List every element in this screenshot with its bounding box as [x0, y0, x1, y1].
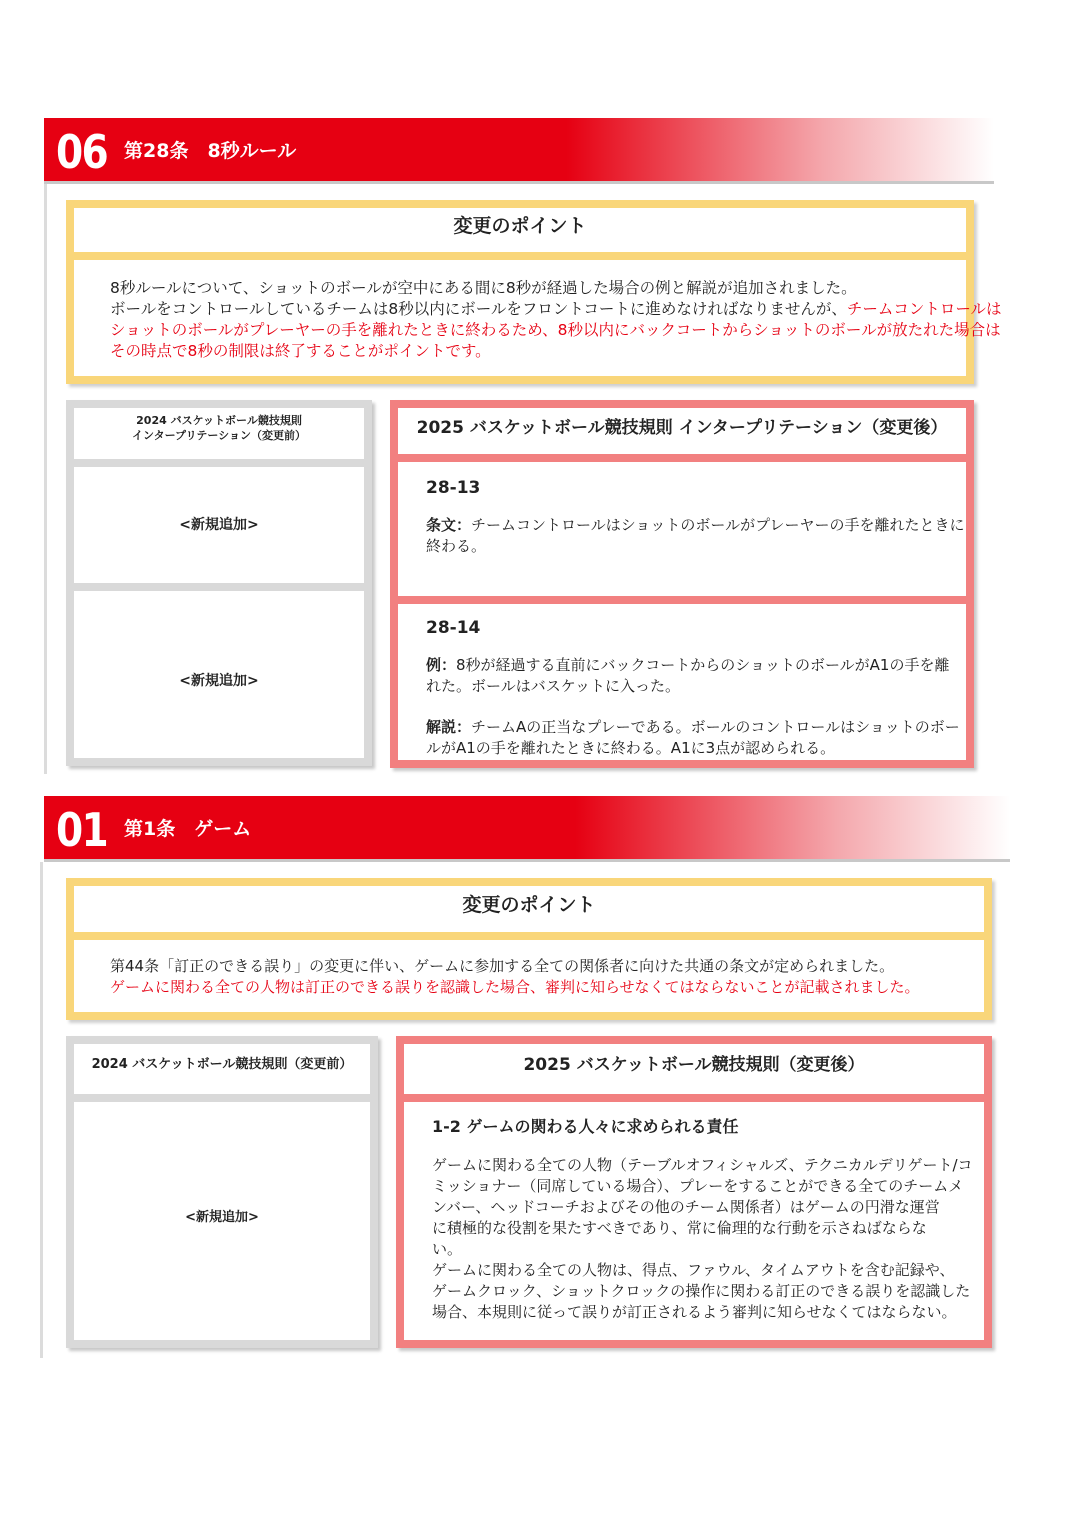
points-highlight-line: ゲームに関わる全ての人物は訂正のできる誤りを認識した場合、審判に知らせなくてはならないことが記載されました。	[110, 978, 920, 996]
change-points-box	[66, 200, 1002, 384]
points-text: ボールをコントロールしているチームは8秒以内にボールをフロントコートに進めなければなりませんが、	[110, 300, 847, 318]
new-rules-box	[390, 400, 974, 768]
new-addition-label: <新規追加>	[74, 583, 364, 779]
example-text	[426, 655, 966, 676]
old-rules-box	[66, 1036, 378, 1348]
interpretation-item	[398, 462, 966, 596]
interpretation-item	[398, 596, 966, 759]
item-text-line: 終わる。	[426, 537, 487, 555]
new-addition-label: <新規追加>	[179, 517, 259, 533]
section-number: 06	[56, 125, 108, 179]
article-line: ゲームクロック、ショットクロックの操作に関わる訂正のできる誤りを認識した	[432, 1282, 971, 1300]
new-addition-label: <新規追加>	[185, 1210, 259, 1225]
points-line: 第44条「訂正のできる誤り」の変更に伴い、ゲームに参加する全ての関係者に向けた共通の条文が定められました。	[110, 957, 895, 975]
example-label: 例：	[426, 656, 457, 674]
section-number: 01	[56, 803, 108, 857]
section-banner-01	[44, 796, 1010, 862]
article-line: 場合、本規則に従って誤りが訂正されるよう審判に知らせなくてはならない。	[432, 1303, 957, 1321]
article-line: ンバー、ヘッドコーチおよびその他のチーム関係者）はゲームの円滑な運営	[432, 1198, 940, 1216]
article-line: い。	[432, 1240, 463, 1258]
explanation-line: ルがA1の手を離れたときに終わる。A1に3点が認められる。	[426, 739, 836, 757]
rule-article	[404, 1102, 984, 1323]
article-line: ゲームに関わる全ての人物（テーブルオフィシャルズ、テクニカルデリゲート/コ	[432, 1156, 973, 1174]
old-rules-heading	[74, 408, 364, 467]
example-line: れた。ボールはバスケットに入った。	[426, 677, 680, 695]
points-highlight-line: その時点で8秒の制限は終了することがポイントです。	[110, 342, 491, 360]
item-text-line: チームコントロールはショットのボールがプレーヤーの手を離れたときに	[471, 516, 965, 534]
article-line: ミッショナー（同席している場合）、プレーをすることができる全てのチームメ	[432, 1177, 964, 1195]
change-points-body	[74, 940, 984, 998]
old-rules-heading: 2024 バスケットボール競技規則（変更前）	[74, 1044, 370, 1102]
points-line: 8秒ルールについて、ショットのボールが空中にある間に8秒が経過した場合の例と解説が追加されました。	[110, 279, 857, 297]
change-points-body	[74, 260, 1002, 362]
example-line: 8秒が経過する直前にバックコートからのショットのボールがA1の手を離	[456, 656, 950, 674]
section-title: 第1条 ゲーム	[124, 818, 252, 840]
change-points-heading: 変更のポイント	[74, 208, 966, 260]
item-text	[426, 515, 966, 536]
old-rules-heading-line: インタープリテーション（変更前）	[132, 429, 306, 442]
section-banner-06	[44, 118, 994, 184]
new-rules-heading: 2025 バスケットボール競技規則 インタープリテーション（変更後）	[398, 408, 966, 462]
old-rules-box	[66, 400, 372, 766]
new-rules-box	[396, 1036, 992, 1348]
old-rules-heading-line: 2024 バスケットボール競技規則	[136, 414, 302, 427]
explanation-line: チームAの正当なプレーである。ボールのコントロールはショットのボー	[471, 718, 960, 736]
explanation-text	[426, 717, 966, 738]
item-label: 条文：	[426, 516, 472, 534]
item-number: 28-14	[426, 618, 481, 638]
article-title: 1-2 ゲームの関わる人々に求められる責任	[432, 1117, 739, 1136]
explanation-label: 解説：	[426, 718, 472, 736]
new-rules-heading: 2025 バスケットボール競技規則（変更後）	[404, 1044, 984, 1102]
section-title: 第28条 8秒ルール	[124, 140, 297, 162]
section-side-line	[44, 184, 47, 774]
article-line: ゲームに関わる全ての人物は、得点、ファウル、タイムアウトを含む記録や、	[432, 1261, 955, 1279]
change-points-heading: 変更のポイント	[74, 886, 984, 940]
change-points-box	[66, 878, 992, 1020]
section-side-line	[40, 862, 43, 1358]
item-number: 28-13	[426, 478, 481, 498]
points-highlight: チームコントロールは	[846, 300, 1002, 318]
points-line	[110, 299, 1002, 320]
points-highlight-line: ショットのボールがプレーヤーの手を離れたときに終わるため、8秒以内にバックコートからショットのボールが放たれた場合は	[110, 321, 1001, 339]
article-line: に積極的な役割を果たすべきであり、常に倫理的な行動を示さねばならな	[432, 1219, 927, 1237]
